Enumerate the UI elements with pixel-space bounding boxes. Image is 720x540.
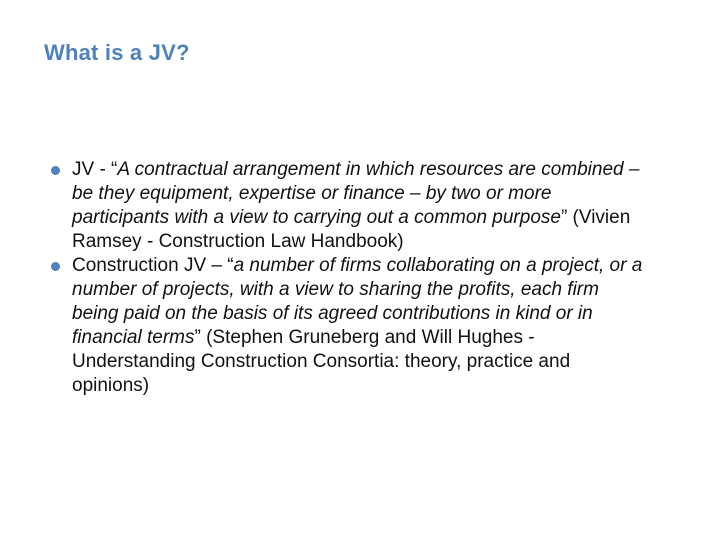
bullet-list xyxy=(50,158,650,398)
bullet-item-construction-jv-definition xyxy=(50,254,650,398)
slide-title: What is a JV? xyxy=(44,40,190,65)
bullet-item-jv-definition xyxy=(50,158,650,254)
bullet-text-citation: ” (Vivien Ramsey - Construction Law Handbook) xyxy=(72,207,631,252)
bullet-text-prefix: Construction JV – “ xyxy=(72,255,234,276)
bullet-text-citation: ” (Stephen Gruneberg and Will Hughes - Understanding Construction Consortia: theory, practice and opinions) xyxy=(72,327,571,396)
bullet-text-quote: A contractual arrangement in which resources are combined – be they equipment, expertise or finance – by two or more participants with a view to carrying out a common purpose xyxy=(72,159,640,228)
bullet-text xyxy=(72,255,642,396)
bullet-text-quote: a number of firms collaborating on a project, or a number of projects, with a view to sharing the profits, each firm being paid on the basis of its agreed contributions in kind or in financial terms xyxy=(72,255,643,348)
bullet-text-prefix: JV - “ xyxy=(72,159,118,180)
bullet-dot-icon xyxy=(51,262,60,271)
bullet-text xyxy=(72,159,639,252)
bullet-dot-icon xyxy=(51,166,60,175)
